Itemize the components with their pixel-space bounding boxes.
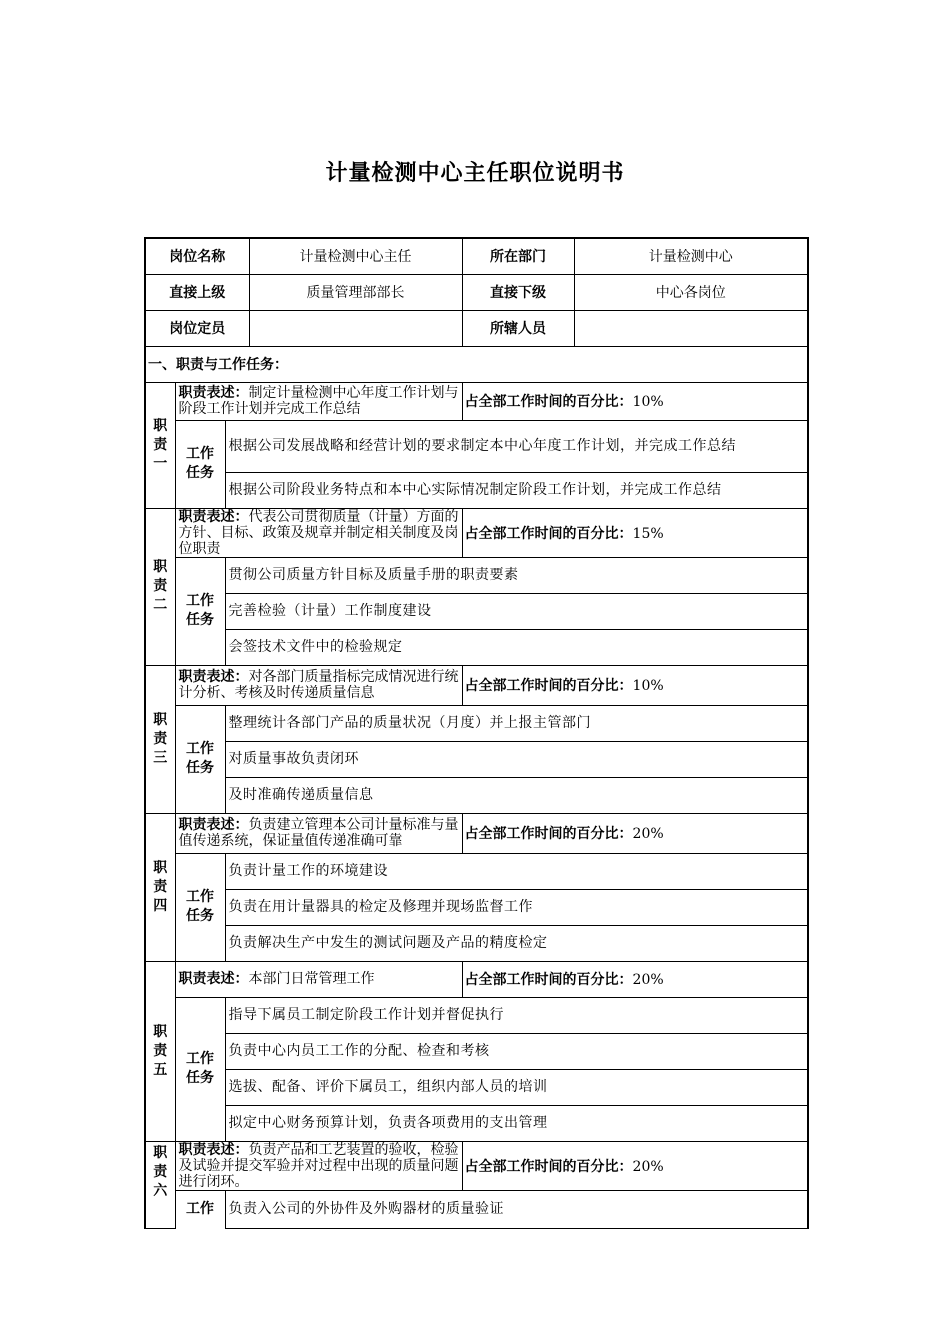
desc-label: 职责表述： [178, 971, 249, 987]
duty-6-task-row [145, 1190, 808, 1228]
pct-label: 占全部工作时间的百分比： [464, 525, 633, 542]
subordinate-value: 中心各岗位 [574, 274, 808, 310]
duty-2-task-row [145, 557, 808, 593]
page-title: 计量检测中心主任职位说明书 [325, 161, 625, 186]
section-row [145, 346, 808, 382]
pct-value: 20% [632, 972, 664, 988]
duty-desc-text: 对各部门质量指标完成情况进行统计分析、考核及时传递质量信息 [178, 669, 459, 701]
department-value: 计量检测中心 [574, 238, 808, 274]
duty-3-task-2: 对质量事故负责闭环 [225, 741, 808, 777]
duty-2-label: 职 责 二 [145, 508, 175, 665]
duty-5-desc [175, 961, 462, 997]
pct-value: 10% [632, 394, 664, 410]
duty-2-task-3: 会签技术文件中的检验规定 [225, 629, 808, 665]
duty-6-task-label: 工作 [175, 1190, 225, 1228]
duty-5-desc-row [145, 961, 808, 997]
duty-desc-text: 代表公司贯彻质量（计量）方面的方针、目标、政策及规章并制定相关制度及岗位职责 [178, 508, 459, 557]
duty-3-task-label: 工作 任务 [175, 705, 225, 813]
duty-4-task-3: 负责解决生产中发生的测试问题及产品的精度检定 [225, 925, 808, 961]
duty-1-task-label: 工作 任务 [175, 420, 225, 508]
duty-4-label: 职 责 四 [145, 813, 175, 961]
duty-4-task-1: 负责计量工作的环境建设 [225, 853, 808, 889]
duty-2-desc [175, 508, 462, 557]
duty-5-task-row [145, 1069, 808, 1105]
duty-1-pct [462, 382, 808, 420]
desc-label: 职责表述： [178, 385, 249, 401]
duty-6-desc [175, 1141, 462, 1190]
duty-3-pct [462, 665, 808, 705]
pct-label: 占全部工作时间的百分比： [464, 394, 633, 410]
header-row-3 [145, 310, 808, 346]
subordinate-label: 直接下级 [462, 274, 574, 310]
duty-1-label: 职 责 一 [145, 382, 175, 508]
duty-1-task-row [145, 472, 808, 508]
desc-label: 职责表述： [178, 669, 249, 685]
department-label: 所在部门 [462, 238, 574, 274]
pct-label: 占全部工作时间的百分比： [464, 972, 633, 988]
duty-3-task-row [145, 777, 808, 813]
duty-5-task-row [145, 997, 808, 1033]
position-name-label: 岗位名称 [145, 238, 249, 274]
duty-6-label: 职 责 六 [145, 1141, 175, 1228]
duty-4-desc-row [145, 813, 808, 853]
staff-label: 所辖人员 [462, 310, 574, 346]
duty-2-task-row [145, 629, 808, 665]
duty-4-desc [175, 813, 462, 853]
duty-5-label: 职 责 五 [145, 961, 175, 1141]
pct-value: 10% [632, 678, 664, 694]
duty-4-task-row [145, 925, 808, 961]
duty-3-desc [175, 665, 462, 705]
position-name-value: 计量检测中心主任 [249, 238, 462, 274]
headcount-label: 岗位定员 [145, 310, 249, 346]
duty-5-task-3: 选拔、配备、评价下属员工，组织内部人员的培训 [225, 1069, 808, 1105]
duty-3-task-1: 整理统计各部门产品的质量状况（月度）并上报主管部门 [225, 705, 808, 741]
duty-5-task-row [145, 1033, 808, 1069]
duty-1-task-1: 根据公司发展战略和经营计划的要求制定本中心年度工作计划，并完成工作总结 [225, 420, 808, 472]
duty-2-task-2: 完善检验（计量）工作制度建设 [225, 593, 808, 629]
duty-6-task-1: 负责入公司的外协件及外购器材的质量验证 [225, 1190, 808, 1228]
duty-desc-text: 本部门日常管理工作 [248, 971, 375, 987]
duty-desc-text: 负责产品和工艺装置的验收，检验及试验并提交军验并对过程中出现的质量问题进行闭环。 [178, 1141, 459, 1190]
duty-4-task-2: 负责在用计量器具的检定及修理并现场监督工作 [225, 889, 808, 925]
duty-desc-text: 负责建立管理本公司计量标准与量值传递系统，保证量值传递准确可靠 [178, 817, 459, 849]
job-description-table [144, 237, 809, 1229]
duty-desc-text: 制定计量检测中心年度工作计划与阶段工作计划并完成工作总结 [178, 385, 459, 417]
duty-3-task-row [145, 705, 808, 741]
duty-1-task-2: 根据公司阶段业务特点和本中心实际情况制定阶段工作计划，并完成工作总结 [225, 472, 808, 508]
duty-5-task-4: 拟定中心财务预算计划，负责各项费用的支出管理 [225, 1105, 808, 1141]
section-title: 一、职责与工作任务： [145, 346, 808, 382]
pct-value: 20% [632, 826, 664, 842]
duty-5-task-2: 负责中心内员工工作的分配、检查和考核 [225, 1033, 808, 1069]
duty-4-task-label: 工作 任务 [175, 853, 225, 961]
duty-4-task-row [145, 853, 808, 889]
desc-label: 职责表述： [178, 817, 249, 833]
duty-3-task-3: 及时准确传递质量信息 [225, 777, 808, 813]
duty-1-task-row [145, 420, 808, 472]
duty-1-desc [175, 382, 462, 420]
superior-value: 质量管理部部长 [249, 274, 462, 310]
duty-5-task-row [145, 1105, 808, 1141]
headcount-value [249, 310, 462, 346]
pct-value: 15% [632, 525, 664, 542]
duty-2-task-row [145, 593, 808, 629]
duty-3-label: 职 责 三 [145, 665, 175, 813]
desc-label: 职责表述： [178, 508, 249, 525]
duty-2-pct [462, 508, 808, 557]
pct-label: 占全部工作时间的百分比： [464, 1158, 633, 1175]
superior-label: 直接上级 [145, 274, 249, 310]
pct-value: 20% [632, 1158, 664, 1175]
duty-3-desc-row [145, 665, 808, 705]
duty-6-pct [462, 1141, 808, 1190]
header-row-1 [145, 238, 808, 274]
duty-6-desc-row [145, 1141, 808, 1190]
staff-value [574, 310, 808, 346]
duty-2-task-1: 贯彻公司质量方针目标及质量手册的职责要素 [225, 557, 808, 593]
desc-label: 职责表述： [178, 1141, 249, 1158]
duty-3-task-row [145, 741, 808, 777]
duty-2-task-label: 工作 任务 [175, 557, 225, 665]
duty-2-desc-row [145, 508, 808, 557]
pct-label: 占全部工作时间的百分比： [464, 826, 633, 842]
pct-label: 占全部工作时间的百分比： [464, 678, 633, 694]
duty-5-pct [462, 961, 808, 997]
duty-5-task-1: 指导下属员工制定阶段工作计划并督促执行 [225, 997, 808, 1033]
duty-5-task-label: 工作 任务 [175, 997, 225, 1141]
header-row-2 [145, 274, 808, 310]
duty-4-pct [462, 813, 808, 853]
duty-4-task-row [145, 889, 808, 925]
duty-1-desc-row [145, 382, 808, 420]
